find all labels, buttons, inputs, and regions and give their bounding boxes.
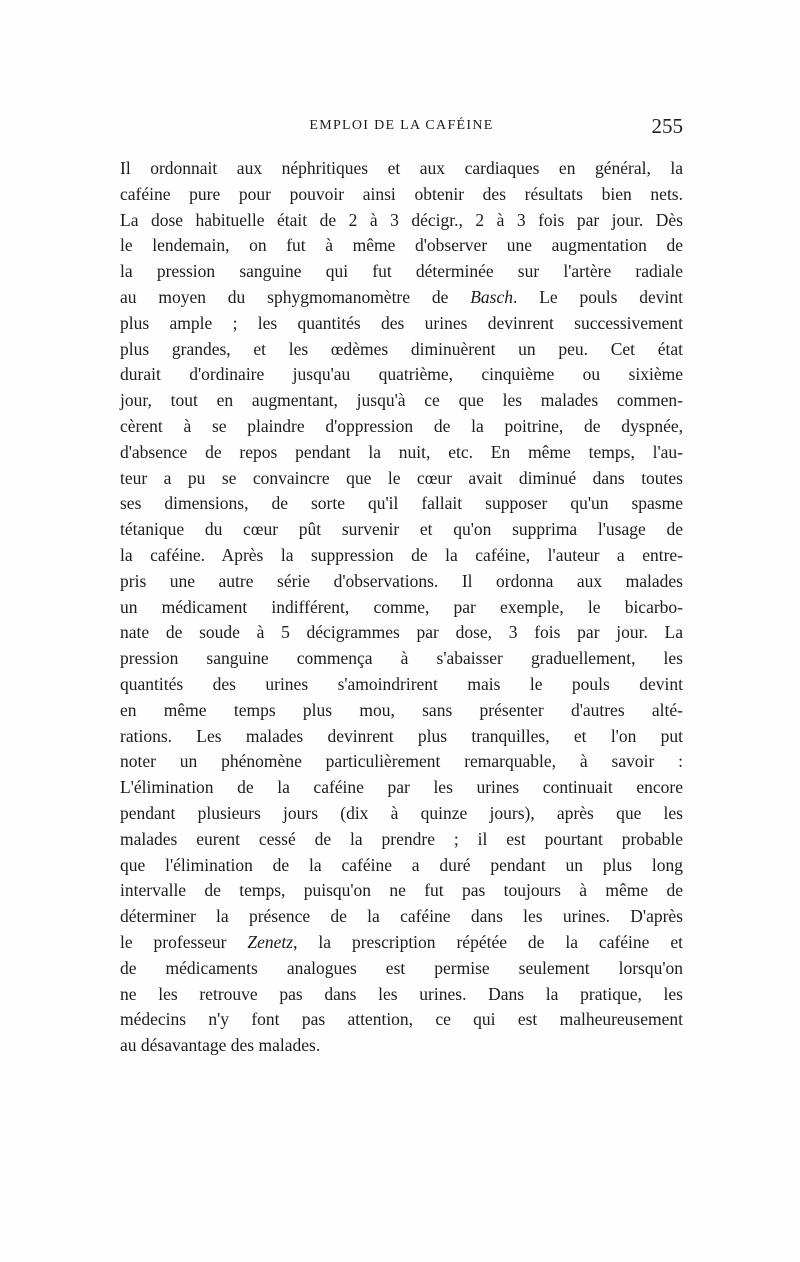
text-line: ses dimensions, de sorte qu'il fallait supposer qu'un spasme [120,493,683,514]
text-line: un médicament indifférent, comme, par exemple, le bicarbo- [120,596,683,617]
body-paragraph [120,156,683,1059]
running-title: EMPLOI DE LA CAFÉINE [309,118,494,133]
text-line: La dose habituelle était de 2 à 3 décigr., 2 à 3 fois par jour. Dès [120,209,683,230]
running-header [120,114,683,142]
text-line: ne les retrouve pas dans les urines. Dans la pratique, les [120,983,683,1004]
text-line: caféine pure pour pouvoir ainsi obtenir des résultats bien nets. [120,183,683,204]
text-line: tétanique du cœur pût survenir et qu'on supprima l'usage de [120,519,683,540]
text-line: la caféine. Après la suppression de la caféine, l'auteur a entre- [120,544,683,565]
text-line: Il ordonnait aux néphritiques et aux cardiaques en général, la [120,158,683,178]
text-line: L'élimination de la caféine par les urines continuait encore [120,777,683,798]
text-line: médecins n'y font pas attention, ce qui est malheureusement [120,1009,683,1030]
text-line: noter un phénomène particulièrement remarquable, à savoir : [120,751,683,772]
text-line: au moyen du sphygmomanomètre de Basch. Le pouls devint [120,286,683,307]
text-line: d'absence de repos pendant la nuit, etc. En même temps, l'au- [120,441,683,462]
text-line: pendant plusieurs jours (dix à quinze jours), après que les [120,802,683,823]
page-number: 255 [651,114,683,138]
text-line: quantités des urines s'amoindrirent mais le pouls devint [120,673,683,694]
text-line: malades eurent cessé de la prendre ; il est pourtant probable [120,828,683,849]
text-line: durait d'ordinaire jusqu'au quatrième, cinquième ou sixième [120,364,683,385]
text-line: le professeur Zenetz, la prescription répétée de la caféine et [120,931,683,952]
text-line: en même temps plus mou, sans présenter d'autres alté- [120,699,683,720]
text-line: pris une autre série d'observations. Il ordonna aux malades [120,570,683,591]
text-line: la pression sanguine qui fut déterminée sur l'artère radiale [120,261,683,282]
text-line: jour, tout en augmentant, jusqu'à ce que les malades commen- [120,390,683,411]
text-line: le lendemain, on fut à même d'observer une augmentation de [120,235,683,256]
text-line: de médicaments analogues est permise seulement lorsqu'on [120,957,683,978]
text-line: au désavantage des malades. [120,1035,321,1056]
text-line: rations. Les malades devinrent plus tranquilles, et l'on put [120,725,683,746]
text-line: déterminer la présence de la caféine dans les urines. D'après [120,906,683,927]
text-line: cèrent à se plaindre d'oppression de la poitrine, de dyspnée, [120,415,683,436]
text-line: intervalle de temps, puisqu'on ne fut pas toujours à même de [120,880,683,901]
text-line: que l'élimination de la caféine a duré pendant un plus long [120,854,683,875]
text-line: plus grandes, et les œdèmes diminuèrent un peu. Cet état [120,338,683,359]
text-line: teur a pu se convaincre que le cœur avait diminué dans toutes [120,467,683,488]
text-line: nate de soude à 5 décigrammes par dose, 3 fois par jour. La [120,622,683,643]
text-line: pression sanguine commença à s'abaisser graduellement, les [120,648,683,669]
text-line: plus ample ; les quantités des urines devinrent successivement [120,312,683,333]
